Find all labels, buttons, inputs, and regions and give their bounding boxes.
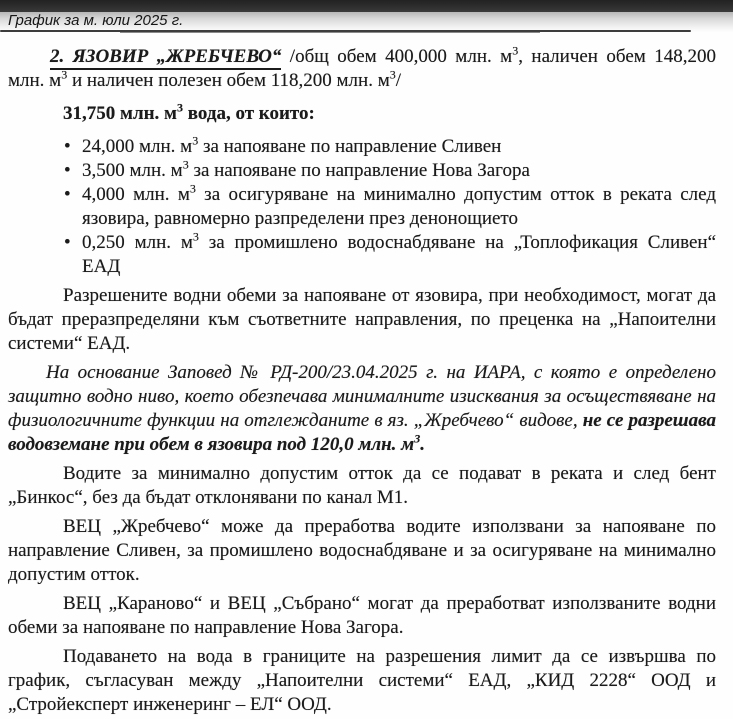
list-item xyxy=(8,183,716,231)
heading-text-4: / xyxy=(395,70,402,91)
allocation-subheading xyxy=(63,102,716,126)
order-text: На основание Заповед № РД-200/23.04.2025 г. на ИАРА, с която е определено защитно водно ниво, което обезпечава минималните изисквания за осъществяване на физиологичните функции на отглежданите в яз. „Жребчево“ видове, xyxy=(8,362,716,431)
paragraph-allowed-volumes: Разрешените водни обеми за напояване от язовира, при необходимост, могат да бъдат преразпределяни към съответните направления, по преценка на „Напоителни системи“ ЕАД. xyxy=(8,285,716,354)
list-item-text xyxy=(82,231,716,279)
paragraph-vec-zhrebchevo: ВЕЦ „Жребчево“ може да преработва водите използвани за напояване по направление Сливен, за промишлено водоснабдяване и за осигуряване на минимално допустим отток. xyxy=(8,516,716,585)
heading-text-3: и наличен полезен обем 118,200 млн. м xyxy=(67,70,390,91)
list-item xyxy=(8,135,716,159)
subheading-text-2: вода, от които: xyxy=(183,103,315,124)
superscript-3: 3 xyxy=(192,229,199,244)
heading-text-2: , наличен обем 148,200 млн. м xyxy=(8,46,716,91)
paragraph-order-restriction xyxy=(8,361,716,457)
list-item-text xyxy=(82,183,716,231)
list-item xyxy=(8,231,716,279)
subheading-text-1: 31,750 млн. м xyxy=(63,103,177,124)
page-header-label: График за м. юли 2025 г. xyxy=(8,12,184,29)
paragraph-vec-karanovo: ВЕЦ „Караново“ и ВЕЦ „Събрано“ могат да преработват използваните водни обеми за напояване по направление Нова Загора. xyxy=(8,593,716,638)
list-item-amount: 0,250 млн. м xyxy=(82,232,193,253)
list-item-amount: 24,000 млн. м xyxy=(82,136,193,157)
bullet-icon: • xyxy=(64,136,71,157)
superscript-3: 3 xyxy=(177,100,183,115)
document-body xyxy=(0,32,733,717)
paragraph-min-flow: Водите за минимално допустим отток да се подават в реката и след бент „Бинкос“, без да бъдат отклонявани по канал М1. xyxy=(8,463,716,508)
order-restriction-period: . xyxy=(420,434,425,455)
bullet-icon: • xyxy=(64,160,71,181)
list-item xyxy=(8,159,716,183)
list-item-purpose: за напояване по направление Сливен xyxy=(198,136,502,157)
superscript-3: 3 xyxy=(189,181,196,196)
list-item-amount: 4,000 млн. м xyxy=(82,184,190,205)
bullet-icon: • xyxy=(64,184,71,205)
section-heading xyxy=(8,45,716,93)
list-item-amount: 3,500 млн. м xyxy=(82,160,183,181)
superscript-3: 3 xyxy=(61,67,68,82)
superscript-3: 3 xyxy=(414,431,421,446)
superscript-3: 3 xyxy=(389,67,396,82)
paragraph-schedule: Подаването на вода в границите на разрешения лимит да се извършва по график, съгласуван между „Напоителни системи“ ЕАД, „КИД 2228“ ООД и „Стройексперт инженеринг – ЕЛ“ ООД. xyxy=(8,646,716,715)
section-heading-title: 2. ЯЗОВИР „ЖРЕБЧЕВО“ xyxy=(50,46,281,70)
list-item-purpose: за напояване по направление Нова Загора xyxy=(188,160,530,181)
list-item-text xyxy=(82,159,716,183)
superscript-3: 3 xyxy=(182,157,189,172)
allocation-list xyxy=(8,135,716,279)
list-item-text xyxy=(82,135,716,159)
superscript-3: 3 xyxy=(192,133,199,148)
list-item-purpose: за осигуряване на минимално допустим отток в реката след язовира, равномерно разпределени през денонощието xyxy=(82,184,716,229)
list-item-purpose: за промишлено водоснабдяване на „Топлофикация Сливен“ ЕАД xyxy=(82,232,717,277)
superscript-3: 3 xyxy=(512,43,519,58)
heading-text-1: /общ обем 400,000 млн. м xyxy=(281,46,513,67)
bullet-icon: • xyxy=(64,232,71,253)
order-restriction-bold: не се разрешава водовземане при обем в язовира под 120,0 млн. м xyxy=(8,410,716,455)
